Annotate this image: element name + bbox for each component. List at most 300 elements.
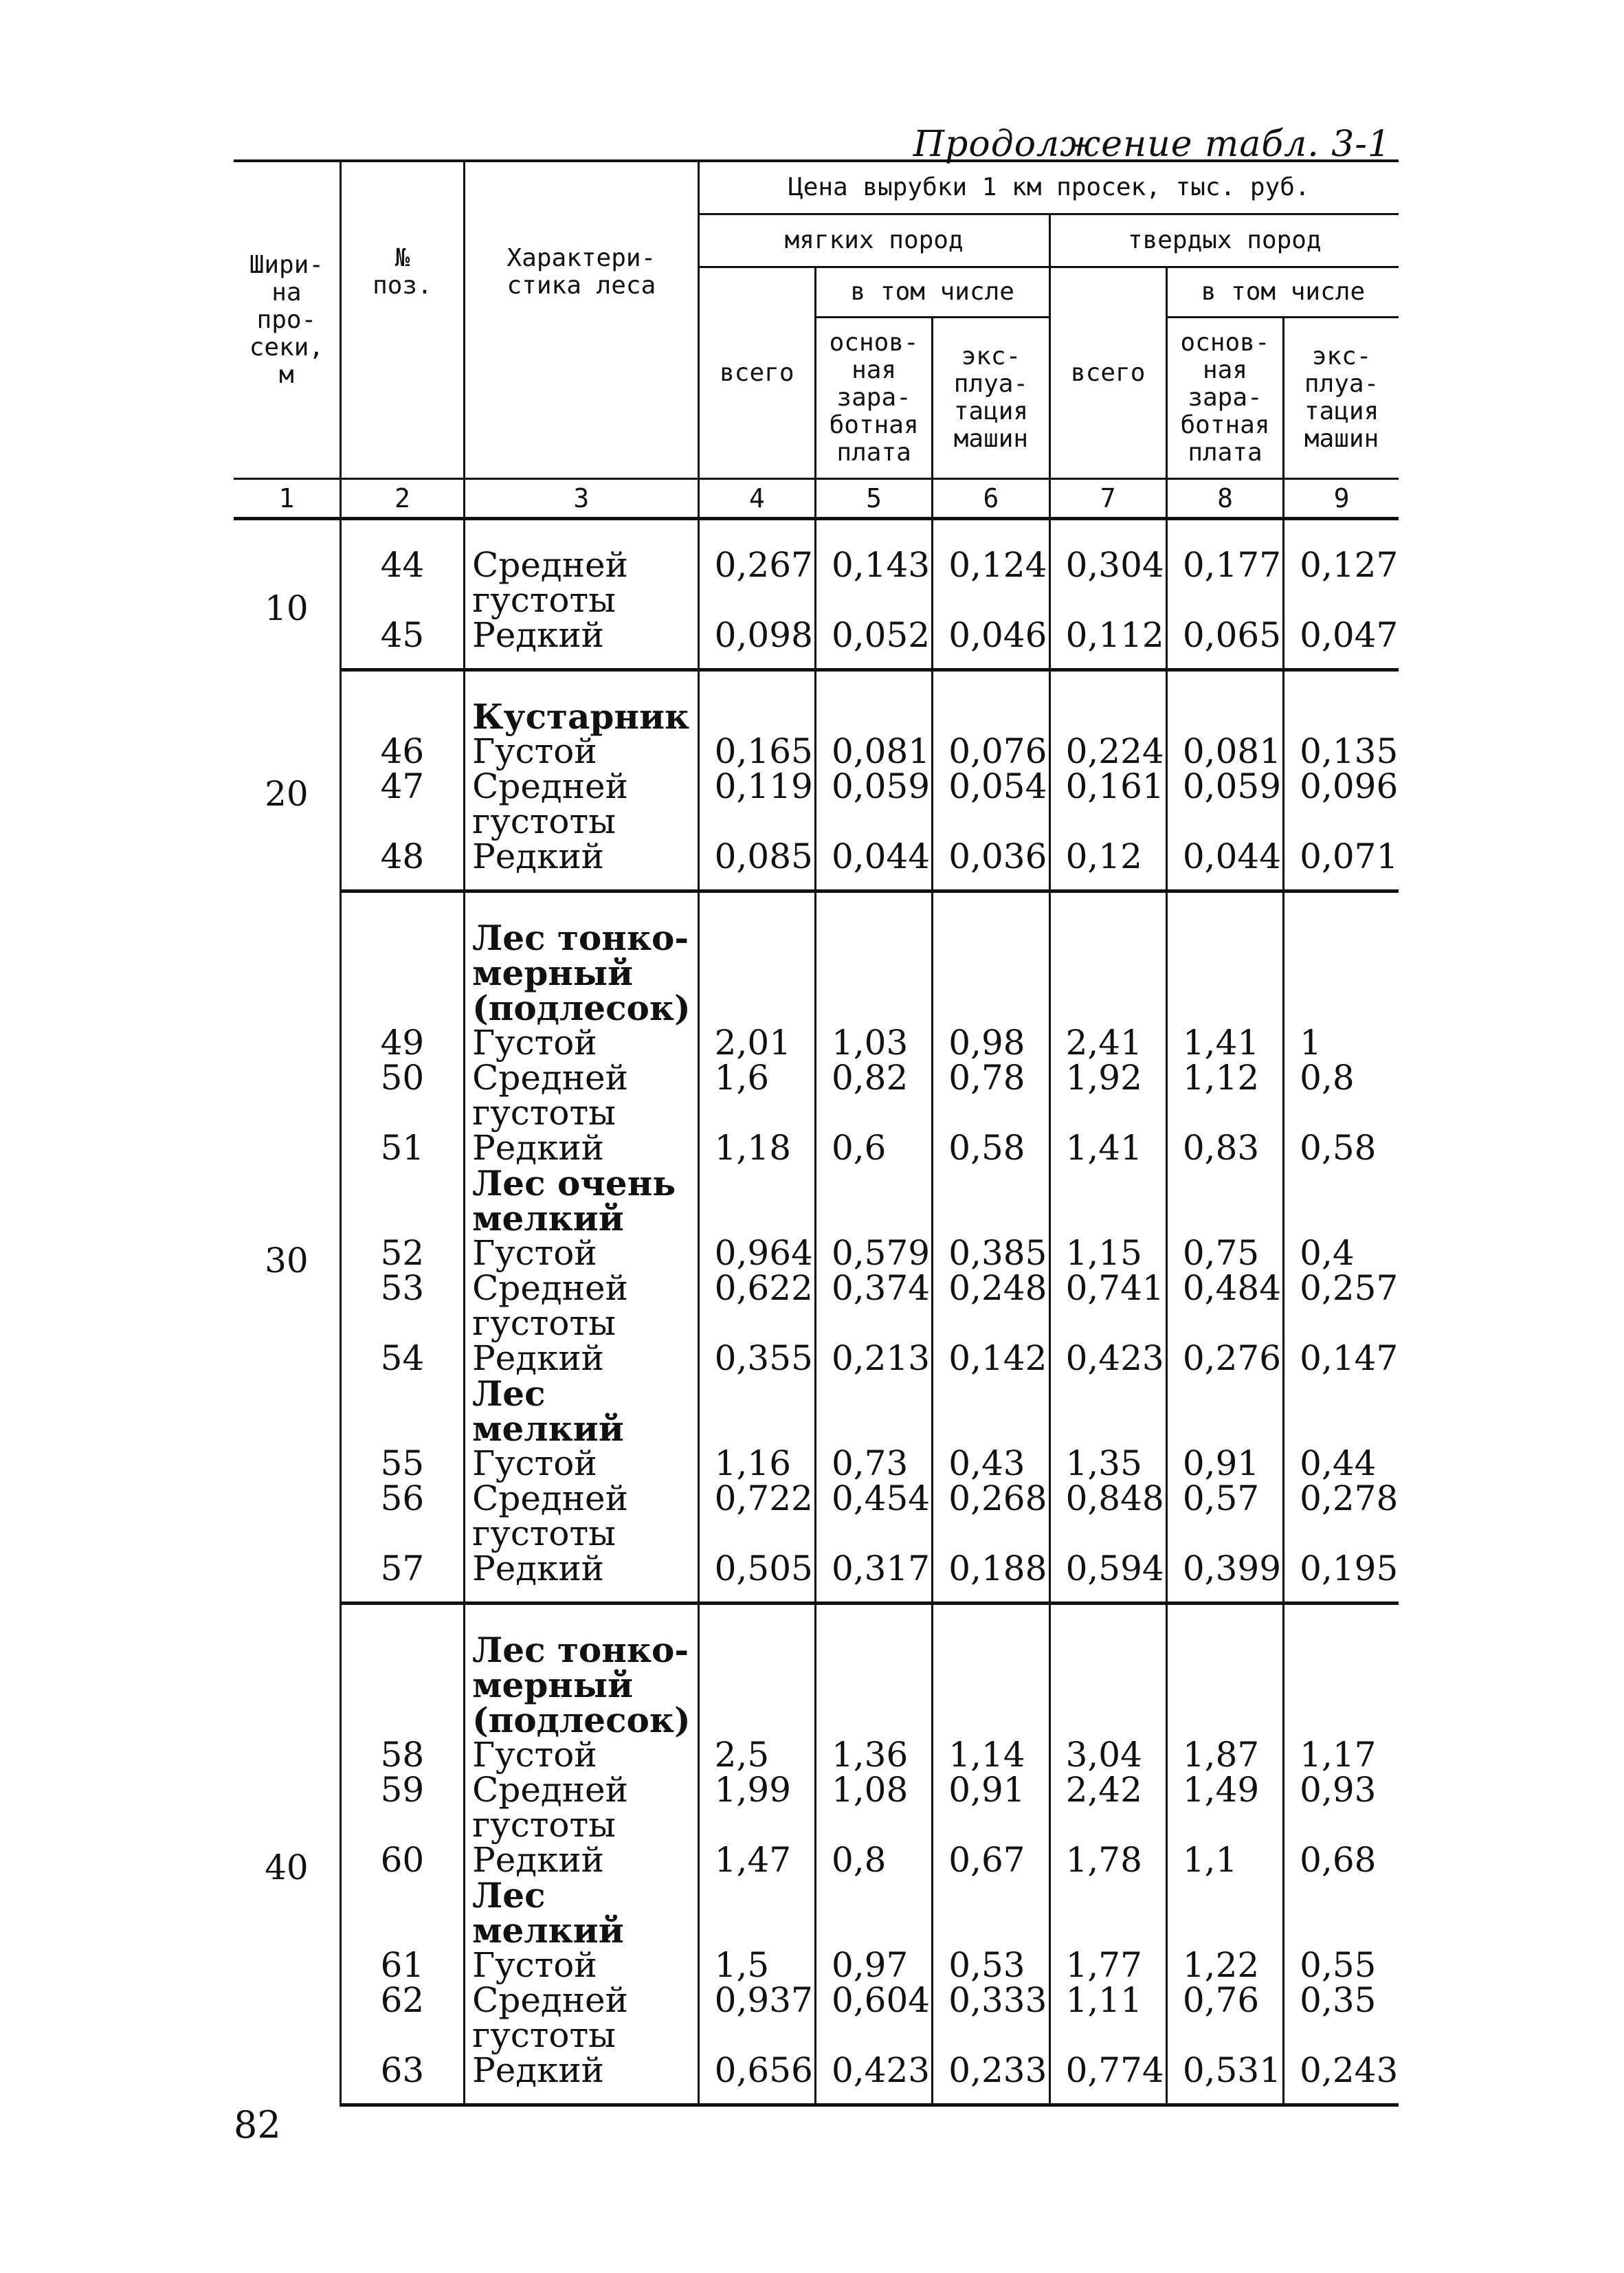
position-number [340, 1878, 464, 1948]
price-value: 0,93 [1284, 1773, 1399, 1808]
forest-type-heading: Лес тонко- [465, 1604, 699, 1668]
price-value: 0,505 [698, 1551, 815, 1604]
header-label-line: машин [1304, 425, 1379, 453]
position-number: 50 [340, 1061, 464, 1096]
price-value: 0,268 [933, 1481, 1049, 1516]
price-value [1166, 1667, 1283, 1703]
price-value [933, 1604, 1049, 1668]
price-value: 0,531 [1166, 2053, 1283, 2105]
price-value: 1,41 [1166, 1025, 1283, 1061]
column-number: 8 [1166, 479, 1283, 519]
price-value [1166, 1201, 1283, 1236]
table-row [234, 1201, 1399, 1236]
header-label-line: № [394, 244, 410, 272]
price-value [1166, 583, 1283, 618]
position-number [340, 1703, 464, 1738]
price-value [1284, 2018, 1399, 2053]
price-value [1284, 891, 1399, 956]
price-value: 0,484 [1166, 1271, 1283, 1306]
table-row [234, 1808, 1399, 1843]
header-label-line: ботная [829, 411, 919, 439]
position-number [340, 804, 464, 839]
position-number: 62 [340, 1983, 464, 2018]
price-value: 0,081 [1166, 734, 1283, 769]
width-group [234, 1604, 1399, 2105]
price-value [815, 1604, 932, 1668]
price-value: 1,08 [815, 1773, 932, 1808]
forest-type-heading: Лес мелкий [465, 1376, 699, 1446]
header-wage-soft [815, 318, 932, 479]
position-number [340, 891, 464, 956]
price-value: 0,177 [1166, 519, 1283, 584]
price-value: 1,35 [1049, 1446, 1166, 1481]
price-value: 0,76 [1166, 1983, 1283, 2018]
forest-characteristic: Средней [465, 1773, 699, 1808]
header-label-line: плуа- [1304, 370, 1379, 398]
price-value: 0,622 [698, 1271, 815, 1306]
price-value: 0,385 [933, 1236, 1049, 1271]
forest-characteristic: Редкий [465, 1551, 699, 1604]
position-number [340, 1516, 464, 1551]
price-value [698, 1604, 815, 1668]
price-value [698, 2018, 815, 2053]
forest-characteristic: Средней [465, 1481, 699, 1516]
table-row [234, 1983, 1399, 2018]
table-row [234, 1773, 1399, 1808]
position-number [340, 1096, 464, 1131]
price-value [1166, 955, 1283, 990]
forest-characteristic: Редкий [465, 1131, 699, 1166]
price-value [933, 1516, 1049, 1551]
position-number [340, 1201, 464, 1236]
column-number: 6 [933, 479, 1049, 519]
price-value: 0,4 [1284, 1236, 1399, 1271]
price-value [1049, 1376, 1166, 1446]
price-value [1284, 955, 1399, 990]
price-value [698, 990, 815, 1025]
price-value [933, 955, 1049, 990]
table-row [234, 1667, 1399, 1703]
position-number: 63 [340, 2053, 464, 2105]
price-value [1284, 1667, 1399, 1703]
price-value [1166, 1878, 1283, 1948]
price-value [815, 1166, 932, 1201]
header-width [234, 161, 340, 479]
price-value: 0,656 [698, 2053, 815, 2105]
price-value [1284, 1808, 1399, 1843]
table-row [234, 618, 1399, 670]
price-value [933, 990, 1049, 1025]
price-value: 0,848 [1049, 1481, 1166, 1516]
forest-characteristic: Редкий [465, 618, 699, 670]
price-value [933, 1201, 1049, 1236]
table-row [234, 1306, 1399, 1341]
header-label-line: ная [852, 356, 897, 384]
price-value: 1,16 [698, 1446, 815, 1481]
forest-characteristic: Густой [465, 1446, 699, 1481]
price-value [933, 1376, 1049, 1446]
price-value [1049, 2018, 1166, 2053]
table-row [234, 583, 1399, 618]
price-value: 0,233 [933, 2053, 1049, 2105]
table-row [234, 519, 1399, 584]
price-value: 0,098 [698, 618, 815, 670]
price-value [1166, 1376, 1283, 1446]
price-value: 0,304 [1049, 519, 1166, 584]
price-value: 0,243 [1284, 2053, 1399, 2105]
price-value: 0,91 [1166, 1446, 1283, 1481]
price-value: 1,6 [698, 1061, 815, 1096]
header-position [340, 161, 464, 479]
price-value [698, 1306, 815, 1341]
price-value [698, 1166, 815, 1201]
position-number [340, 1166, 464, 1201]
price-value [1049, 1306, 1166, 1341]
price-value: 0,82 [815, 1061, 932, 1096]
price-value: 0,333 [933, 1983, 1049, 2018]
table-row [234, 1376, 1399, 1446]
position-number: 61 [340, 1948, 464, 1983]
price-value: 0,937 [698, 1983, 815, 2018]
table-row [234, 1481, 1399, 1516]
table-row [234, 955, 1399, 990]
forest-characteristic: густоты [465, 1808, 699, 1843]
position-number [340, 955, 464, 990]
table-row [234, 769, 1399, 804]
table-row [234, 1061, 1399, 1096]
price-value: 0,964 [698, 1236, 815, 1271]
price-value: 1,5 [698, 1948, 815, 1983]
price-value: 0,67 [933, 1843, 1049, 1878]
header-label-line: на [271, 278, 302, 307]
price-value: 0,423 [815, 2053, 932, 2105]
table-row [234, 1738, 1399, 1773]
table-row [234, 1516, 1399, 1551]
price-value [815, 1096, 932, 1131]
table-row [234, 1096, 1399, 1131]
position-number: 46 [340, 734, 464, 769]
header-label-line: Шири- [249, 250, 324, 279]
table-row [234, 2018, 1399, 2053]
price-value: 0,127 [1284, 519, 1399, 584]
price-value: 0,44 [1284, 1446, 1399, 1481]
price-value [815, 1878, 932, 1948]
width-group [234, 519, 1399, 670]
price-value [1166, 1516, 1283, 1551]
price-value: 0,081 [815, 734, 932, 769]
price-value [815, 891, 932, 956]
price-value: 0,774 [1049, 2053, 1166, 2105]
position-number [340, 1306, 464, 1341]
price-value: 0,8 [815, 1843, 932, 1878]
price-value: 0,355 [698, 1341, 815, 1376]
price-value [698, 1808, 815, 1843]
price-value: 0,071 [1284, 839, 1399, 891]
price-value [1284, 1201, 1399, 1236]
table-row [234, 1878, 1399, 1948]
table-row [234, 891, 1399, 956]
price-value [1284, 990, 1399, 1025]
price-value: 1,92 [1049, 1061, 1166, 1096]
price-value [1284, 1096, 1399, 1131]
header-label-line: стика леса [507, 271, 656, 300]
price-value [1049, 1878, 1166, 1948]
price-value: 1,12 [1166, 1061, 1283, 1096]
price-value: 3,04 [1049, 1738, 1166, 1773]
page-number: 82 [234, 2103, 281, 2147]
forest-characteristic: густоты [465, 1516, 699, 1551]
price-value [815, 1376, 932, 1446]
price-value [698, 583, 815, 618]
forest-characteristic: густоты [465, 1306, 699, 1341]
price-value [815, 583, 932, 618]
position-number [340, 1376, 464, 1446]
price-value: 0,052 [815, 618, 932, 670]
header-machine-soft [933, 318, 1049, 479]
table-row [234, 1271, 1399, 1306]
price-value [698, 1376, 815, 1446]
price-value: 0,58 [933, 1131, 1049, 1166]
price-value [1284, 1516, 1399, 1551]
table-row [234, 1236, 1399, 1271]
price-value [1284, 1306, 1399, 1341]
price-value: 0,213 [815, 1341, 932, 1376]
header-label-line: плуа- [953, 370, 1029, 398]
header-label-line: плата [1188, 439, 1263, 467]
price-value [1284, 583, 1399, 618]
price-value: 0,195 [1284, 1551, 1399, 1604]
price-value: 0,142 [933, 1341, 1049, 1376]
price-value [815, 2018, 932, 2053]
price-value [1049, 990, 1166, 1025]
position-number: 53 [340, 1271, 464, 1306]
forest-characteristic: Густой [465, 1948, 699, 1983]
price-value: 0,8 [1284, 1061, 1399, 1096]
price-value: 0,68 [1284, 1843, 1399, 1878]
price-value [933, 804, 1049, 839]
forest-type-heading: мерный [465, 955, 699, 990]
price-value [1166, 1306, 1283, 1341]
header-label-line: ная [1202, 356, 1248, 384]
table-row [234, 1551, 1399, 1604]
header-machine-hard [1284, 318, 1399, 479]
position-number: 45 [340, 618, 464, 670]
price-value [1049, 1201, 1166, 1236]
header-incl-soft: в том числе [815, 267, 1049, 318]
forest-characteristic: Редкий [465, 1341, 699, 1376]
price-value: 0,53 [933, 1948, 1049, 1983]
forest-characteristic: Средней [465, 1983, 699, 2018]
price-value: 1,22 [1166, 1948, 1283, 1983]
price-value [698, 1201, 815, 1236]
header-label-line: м [279, 360, 294, 389]
price-value: 2,5 [698, 1738, 815, 1773]
price-value [1166, 1808, 1283, 1843]
forest-characteristic: Средней [465, 1271, 699, 1306]
table-row [234, 1703, 1399, 1738]
price-value [933, 1096, 1049, 1131]
header-label-line: тация [1304, 397, 1379, 425]
price-value [1166, 2018, 1283, 2053]
forest-type-heading: Лес тонко- [465, 891, 699, 956]
price-value: 0,83 [1166, 1131, 1283, 1166]
price-value: 0,248 [933, 1271, 1049, 1306]
price-value: 0,317 [815, 1551, 932, 1604]
price-value: 0,78 [933, 1061, 1049, 1096]
price-value: 0,059 [815, 769, 932, 804]
price-value [1166, 1166, 1283, 1201]
forest-characteristic: густоты [465, 2018, 699, 2053]
price-value [1166, 670, 1283, 735]
header-soft-wood: мягких пород [698, 214, 1049, 267]
position-number: 54 [340, 1341, 464, 1376]
price-value [1049, 1096, 1166, 1131]
width-group [234, 891, 1399, 1604]
column-number: 2 [340, 479, 464, 519]
price-value: 0,722 [698, 1481, 815, 1516]
price-value [1049, 1703, 1166, 1738]
price-value [1284, 1376, 1399, 1446]
price-value [933, 1667, 1049, 1703]
header-hard-wood: твердых пород [1049, 214, 1399, 267]
position-number: 59 [340, 1773, 464, 1808]
price-value: 0,096 [1284, 769, 1399, 804]
price-value: 1,1 [1166, 1843, 1283, 1878]
price-value [1049, 1516, 1166, 1551]
price-value [933, 1808, 1049, 1843]
price-value [1049, 955, 1166, 990]
price-value: 2,41 [1049, 1025, 1166, 1061]
price-value: 1,41 [1049, 1131, 1166, 1166]
price-value: 0,97 [815, 1948, 932, 1983]
position-number: 56 [340, 1481, 464, 1516]
column-number-row [234, 479, 1399, 519]
position-number [340, 2018, 464, 2053]
header-label-line: плата [836, 439, 911, 467]
price-value: 0,98 [933, 1025, 1049, 1061]
price-value [1166, 1604, 1283, 1668]
table-row [234, 1341, 1399, 1376]
price-value: 0,059 [1166, 769, 1283, 804]
price-value: 0,276 [1166, 1341, 1283, 1376]
price-value: 0,112 [1049, 618, 1166, 670]
header-label-line: секи, [249, 333, 324, 362]
price-value [1049, 583, 1166, 618]
price-value: 0,135 [1284, 734, 1399, 769]
position-number: 57 [340, 1551, 464, 1604]
price-value [933, 1166, 1049, 1201]
price-value: 0,6 [815, 1131, 932, 1166]
price-value [1166, 1703, 1283, 1738]
price-value [1049, 804, 1166, 839]
position-number: 44 [340, 519, 464, 584]
price-value: 2,01 [698, 1025, 815, 1061]
table-row [234, 1131, 1399, 1166]
price-value [1284, 804, 1399, 839]
header-label-line: тация [953, 397, 1029, 425]
header-label-line: про- [256, 305, 317, 334]
table-row [234, 1604, 1399, 1668]
header-label-line: зара- [1188, 384, 1263, 412]
clearing-width: 40 [265, 1848, 309, 1887]
header-label-line: зара- [836, 384, 911, 412]
price-value: 1,03 [815, 1025, 932, 1061]
forest-characteristic: Средней [465, 769, 699, 804]
table-row [234, 734, 1399, 769]
price-value [815, 804, 932, 839]
position-number: 58 [340, 1738, 464, 1773]
price-value: 0,75 [1166, 1236, 1283, 1271]
price-value: 0,374 [815, 1271, 932, 1306]
price-value: 0,188 [933, 1551, 1049, 1604]
price-value: 0,044 [815, 839, 932, 891]
table-row [234, 839, 1399, 891]
header-label-line: экс- [1311, 342, 1372, 370]
price-value: 0,57 [1166, 1481, 1283, 1516]
clearing-width: 10 [265, 588, 309, 629]
price-value: 0,741 [1049, 1271, 1166, 1306]
price-value: 1,87 [1166, 1738, 1283, 1773]
price-value: 0,076 [933, 734, 1049, 769]
price-value [815, 1703, 932, 1738]
position-number [340, 670, 464, 735]
price-value: 0,124 [933, 519, 1049, 584]
table-row [234, 670, 1399, 735]
forest-type-heading: Кустарник [465, 670, 699, 735]
table-row [234, 804, 1399, 839]
price-value: 0,604 [815, 1983, 932, 2018]
table-row [234, 1948, 1399, 1983]
price-value: 0,119 [698, 769, 815, 804]
price-value [1284, 1878, 1399, 1948]
price-value [698, 1703, 815, 1738]
price-value [815, 1306, 932, 1341]
price-value: 0,224 [1049, 734, 1166, 769]
price-value [1166, 891, 1283, 956]
price-value [1284, 1604, 1399, 1668]
price-value [1284, 1703, 1399, 1738]
price-value: 0,161 [1049, 769, 1166, 804]
price-value [815, 1667, 932, 1703]
price-value [1049, 1808, 1166, 1843]
table-row [234, 1025, 1399, 1061]
price-value: 0,165 [698, 734, 815, 769]
header-total-hard: всего [1049, 267, 1166, 479]
header-incl-hard: в том числе [1166, 267, 1399, 318]
position-number [340, 1667, 464, 1703]
forest-characteristic: Редкий [465, 839, 699, 891]
forest-type-heading: мерный [465, 1667, 699, 1703]
price-value: 0,085 [698, 839, 815, 891]
forest-characteristic: густоты [465, 1096, 699, 1131]
forest-type-heading: Лес очень [465, 1166, 699, 1201]
price-value: 1,77 [1049, 1948, 1166, 1983]
price-value [1049, 1667, 1166, 1703]
price-value: 1,99 [698, 1773, 815, 1808]
header-label-line: ботная [1180, 411, 1270, 439]
price-value [698, 1516, 815, 1551]
forest-characteristic: Редкий [465, 1843, 699, 1878]
price-value: 0,046 [933, 618, 1049, 670]
price-value [1166, 990, 1283, 1025]
price-value [1166, 804, 1283, 839]
price-value [698, 955, 815, 990]
price-value: 0,43 [933, 1446, 1049, 1481]
price-value: 0,267 [698, 519, 815, 584]
price-value: 0,143 [815, 519, 932, 584]
price-value [1049, 1604, 1166, 1668]
price-value [815, 955, 932, 990]
